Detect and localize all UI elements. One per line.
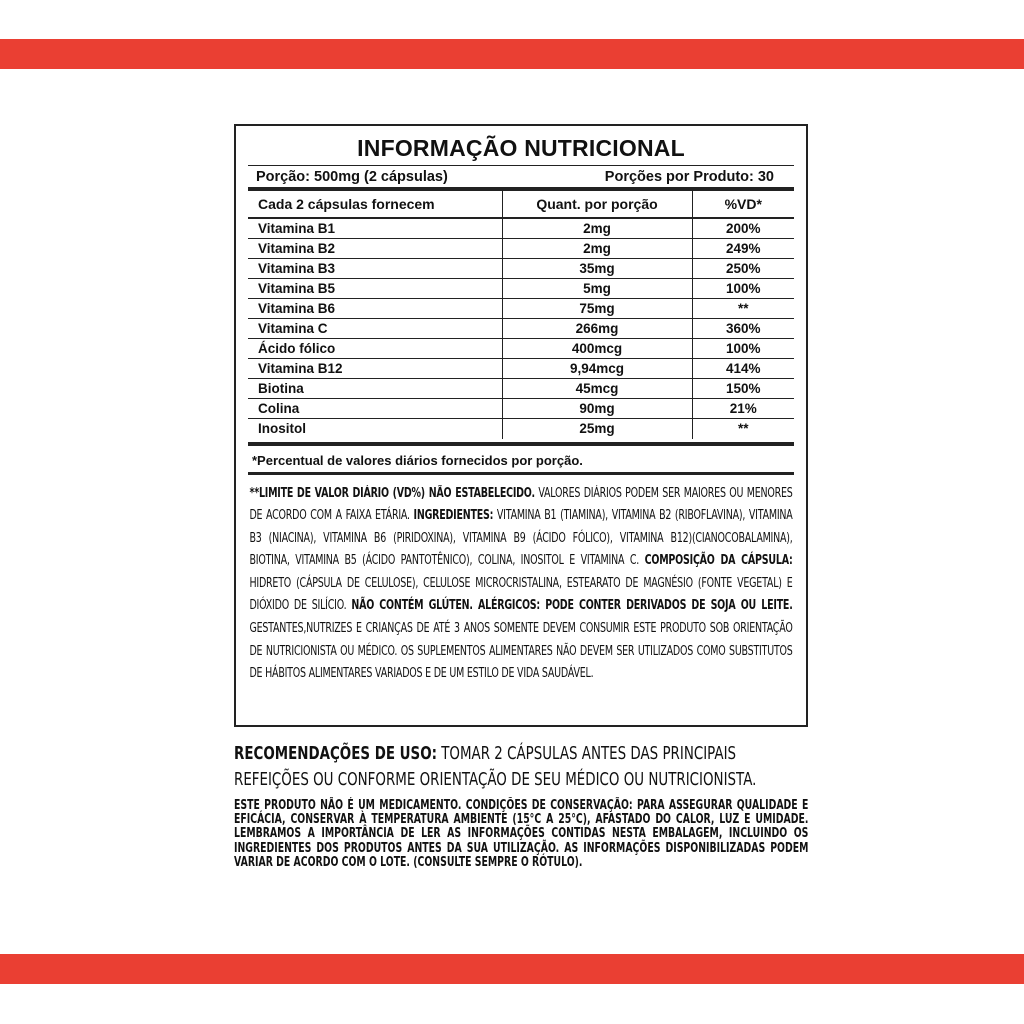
- table-row: [248, 299, 794, 319]
- storage-warning: ESTE PRODUTO NÃO É UM MEDICAMENTO. CONDIÇÕES DE CONSERVAÇÃO: PARA ASSEGURAR QUALIDADE E EFICÁCIA, CONSERVAR À TEMPERATURA AMBIENTE (15°C A 25°C), AFASTADO DO CALOR, LUZ E UMIDADE. LEMBRAMOS A IMPORTÂNCIA DE LER AS INFORMAÇÕES CONTIDAS NESTA EMBALAGEM, INCLUINDO OS INGREDIENTES DOS PRODUTOS ANTES DA SUA UTILIZAÇÃO. AS INFORMAÇÕES DISPONIBILIZADAS PODEM VARIAR DE ACORDO COM O LOTE. (CONSULTE SEMPRE O RÓTULO).: [234, 798, 809, 870]
- nutrient-amount: 9,94mcg: [502, 359, 692, 379]
- nutrient-name: Vitamina B3: [248, 259, 502, 279]
- allergens-label: ALÉRGICOS: PODE CONTER DERIVADOS DE SOJA OU LEITE.: [472, 598, 793, 614]
- nutrition-table: [248, 191, 794, 439]
- table-row: [248, 379, 794, 399]
- table-row: [248, 419, 794, 439]
- nutrient-name: Vitamina B2: [248, 239, 502, 259]
- capsule-text: HIDRETO (CÁPSULA DE CELULOSE), CELULOSE MICROCRISTALINA, ESTEARATO DE MAGNÉSIO (FONTE VEGETAL) E DIÓXIDO DE SILÍCIO.: [249, 575, 793, 614]
- nutrient-dv: 414%: [692, 359, 794, 379]
- table-row: [248, 359, 794, 379]
- nutrient-dv: 360%: [692, 319, 794, 339]
- gluten-label: NÃO CONTÉM GLÚTEN.: [351, 598, 473, 614]
- nutrient-amount: 266mg: [502, 319, 692, 339]
- nutrient-amount: 2mg: [502, 239, 692, 259]
- table-row: [248, 319, 794, 339]
- table-row: [248, 218, 794, 239]
- table-header-row: [248, 191, 794, 218]
- bottom-accent-band: [0, 954, 1024, 984]
- nutrient-amount: 5mg: [502, 279, 692, 299]
- nutrient-dv: 100%: [692, 339, 794, 359]
- nutrient-name: Vitamina B12: [248, 359, 502, 379]
- serving-size: Porção: 500mg (2 cápsulas): [256, 168, 448, 185]
- nutrient-amount: 2mg: [502, 218, 692, 239]
- nutrient-name: Vitamina C: [248, 319, 502, 339]
- nutrient-name: Vitamina B6: [248, 299, 502, 319]
- nutrient-dv: **: [737, 421, 749, 437]
- limit-label: **LIMITE DE VALOR DIÁRIO (VD%) NÃO ESTABELECIDO.: [249, 485, 535, 501]
- usage-text: TOMAR 2 CÁPSULAS ANTES DAS PRINCIPAIS REFEIÇÕES OU CONFORME ORIENTAÇÃO DE SEU MÉDICO OU NUTRICIONISTA.: [234, 743, 757, 790]
- table-row: [248, 259, 794, 279]
- table-row: [248, 279, 794, 299]
- ingredients-label: INGREDIENTES:: [413, 508, 494, 524]
- nutrient-amount: 75mg: [502, 299, 692, 319]
- table-row: [248, 399, 794, 419]
- usage-label: RECOMENDAÇÕES DE USO:: [234, 743, 437, 764]
- limit-text: VALORES DIÁRIOS PODEM SER MAIORES OU MENORES DE ACORDO COM A FAIXA ETÁRIA.: [249, 485, 793, 524]
- nutrient-name: Biotina: [248, 379, 502, 399]
- table-row: [248, 339, 794, 359]
- nutrient-dv: **: [692, 299, 794, 319]
- column-header-dv: %VD*: [692, 191, 794, 218]
- nutrient-dv: 249%: [692, 239, 794, 259]
- nutrient-name: Inositol: [248, 419, 502, 439]
- usage-recommendations: [234, 741, 800, 793]
- nutrient-amount: 400mcg: [502, 339, 692, 359]
- nutrient-amount: 35mg: [502, 259, 692, 279]
- legal-text: [248, 475, 794, 686]
- serving-info: [248, 166, 794, 191]
- column-header-nutrient: Cada 2 cápsulas fornecem: [248, 191, 502, 218]
- advice-text: GESTANTES,NUTRIZES E CRIANÇAS DE ATÉ 3 ANOS SOMENTE DEVEM CONSUMIR ESTE PRODUTO SOB ORIENTAÇÃO DE NUTRICIONISTA OU MÉDICO. OS SUPLEMENTOS ALIMENTARES NÃO DEVEM SER UTILIZADOS COMO SUBSTITUTOS DE HÁBITOS ALIMENTARES VARIADOS E DE UM ESTILO DE VIDA SAUDÁVEL.: [249, 621, 793, 682]
- top-accent-band: [0, 39, 1024, 69]
- nutrition-facts-panel: [234, 124, 808, 727]
- column-header-amount: Quant. por porção: [502, 191, 692, 218]
- dv-footnote: *Percentual de valores diários fornecidos por porção.: [248, 442, 794, 475]
- table-row: [248, 239, 794, 259]
- nutrient-name: Vitamina B5: [248, 279, 502, 299]
- nutrient-amount: 90mg: [502, 399, 692, 419]
- servings-per-product: Porções por Produto: 30: [604, 168, 774, 185]
- capsule-label: COMPOSIÇÃO DA CÁPSULA:: [644, 553, 793, 569]
- nutrient-name: Vitamina B1: [248, 218, 502, 239]
- nutrient-amount: 25mg: [502, 419, 692, 439]
- nutrient-dv: 100%: [692, 279, 794, 299]
- ingredients-text: VITAMINA B1 (TIAMINA), VITAMINA B2 (RIBOFLAVINA), VITAMINA B3 (NIACINA), VITAMINA B6 (PIRIDOXINA), VITAMINA B9 (ÁCIDO FÓLICO), VITAMINA B12)(CIANOCOBALAMINA), BIOTINA, VITAMINA B5 (ÁCIDO PANTOTÊNICO), COLINA, INOSITOL E VITAMINA C.: [249, 508, 793, 569]
- nutrient-dv: 200%: [692, 218, 794, 239]
- nutrient-name: Colina: [248, 399, 502, 419]
- nutrient-dv: 21%: [692, 399, 794, 419]
- nutrition-title: INFORMAÇÃO NUTRICIONAL: [248, 126, 794, 166]
- nutrient-dv: 150%: [692, 379, 794, 399]
- nutrient-amount: 45mcg: [502, 379, 692, 399]
- nutrient-name: Ácido fólico: [248, 339, 502, 359]
- nutrient-dv: 250%: [692, 259, 794, 279]
